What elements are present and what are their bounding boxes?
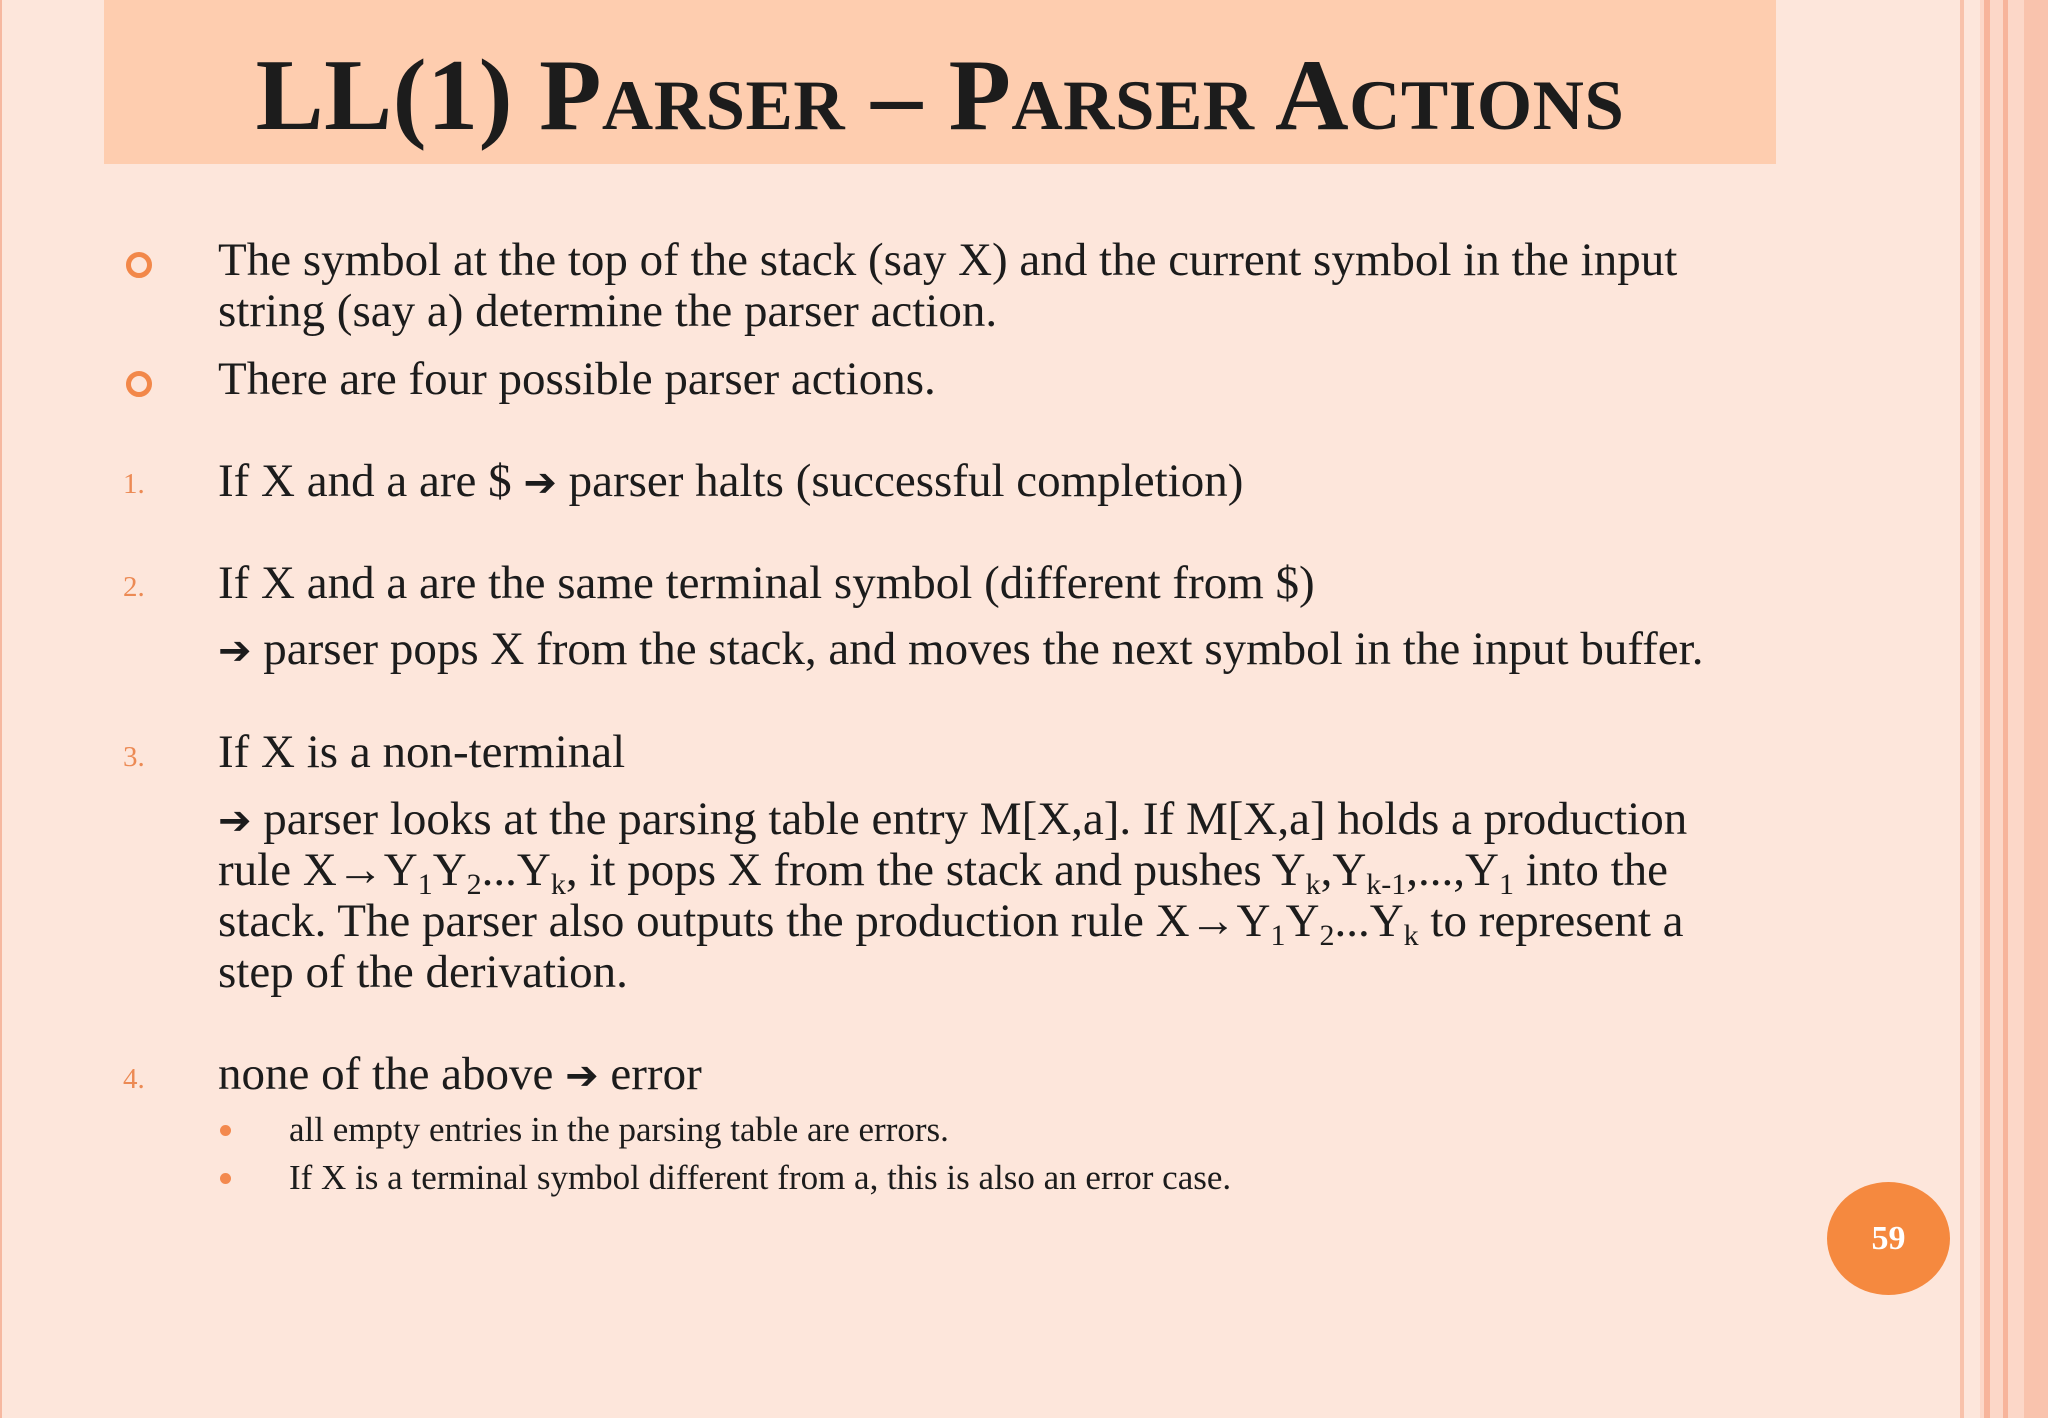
bullet-ring-icon (126, 252, 152, 278)
bullet-text: There are four possible parser actions. (218, 353, 936, 405)
sub-bullet-dot-icon (220, 1173, 231, 1184)
item-text: If X and a are $ ➔ parser halts (successful completion) (218, 455, 1244, 507)
item-text: stack. The parser also outputs the production rule $X\to Y_1Y_2...Y_k$ to represent a (218, 895, 1684, 952)
slide-title: LL(1) Parser – Parser Actions (255, 39, 1625, 152)
item-number: 4. (123, 1063, 145, 1095)
bullet-text: The symbol at the top of the stack (say X) and the current symbol in the input (218, 234, 1678, 286)
sub-bullet-text: If X is a terminal symbol different from a, this is also an error case. (289, 1158, 1232, 1197)
page-number: 59 (1827, 1182, 1950, 1295)
bullet-ring-icon (126, 371, 152, 397)
right-border-stripe (2003, 0, 2008, 1418)
item-text: ➔ parser pops X from the stack, and moves the next symbol in the input buffer. (218, 623, 1704, 675)
left-border (0, 0, 2, 1418)
item-text: none of the above ➔ error (218, 1048, 702, 1100)
arrow-right-icon: ➔ (523, 460, 557, 506)
item-number: 2. (123, 571, 145, 603)
right-border-band (2024, 0, 2048, 1418)
right-border-stripe (1984, 0, 1990, 1418)
item-number: 3. (123, 741, 145, 773)
item-number: 1. (123, 468, 145, 500)
arrow-right-icon: ➔ (218, 798, 252, 844)
item-text: rule $X\to Y_1Y_2...Y_k$, it pops X from the stack and pushes $Y_k,Y_{k-1},...,Y_1$ into the (218, 844, 1669, 901)
item-text: ➔ parser looks at the parsing table entry M[X,a]. If M[X,a] holds a production (218, 793, 1688, 845)
item-text: If X is a non-terminal (218, 726, 626, 778)
sub-bullet-text: all empty entries in the parsing table are errors. (289, 1110, 949, 1149)
bullet-text: string (say a) determine the parser action. (218, 285, 998, 337)
item-text: step of the derivation. (218, 946, 628, 998)
right-border-stripe (1960, 0, 1964, 1418)
sub-bullet-dot-icon (220, 1125, 231, 1136)
arrow-right-icon: ➔ (218, 628, 252, 674)
arrow-right-icon: ➔ (565, 1053, 599, 1099)
item-text: If X and a are the same terminal symbol (different from $) (218, 557, 1315, 609)
